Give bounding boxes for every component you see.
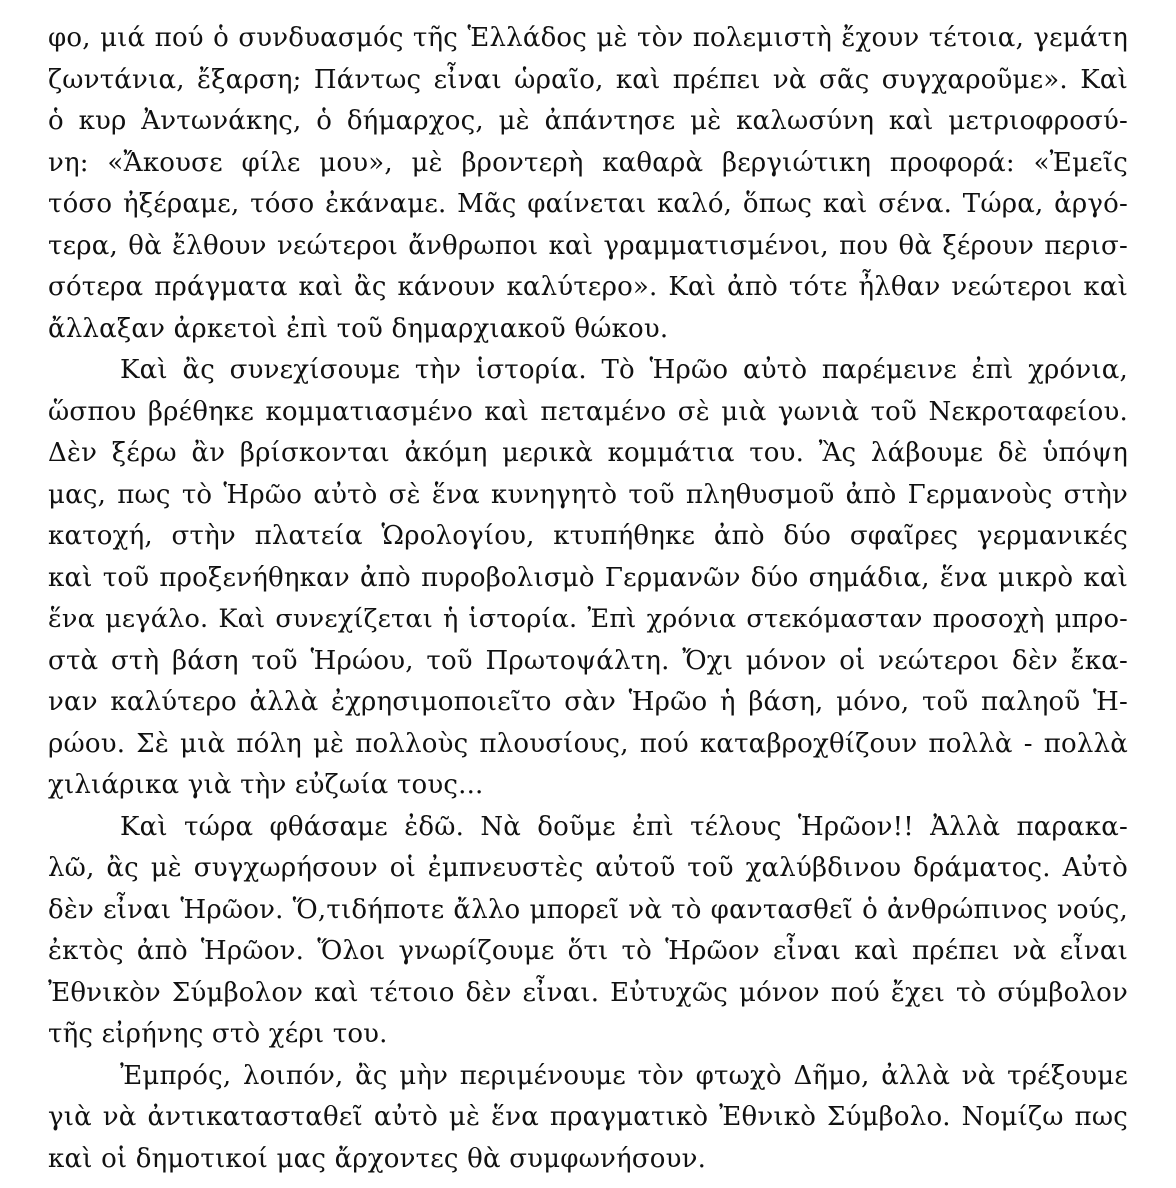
- text-line: τόσο ἠξέραμε, τόσο ἐκάναμε. Μᾶς φαίνεται καλό, ὅπως καὶ σένα. Τώρα, ἀργό-: [48, 189, 1128, 219]
- text-line: Ἐθνικὸν Σύμβολον καὶ τέτοιο δὲν εἶναι. Εὐτυχῶς μόνον πού ἔχει τὸ σύμβολον: [48, 977, 1128, 1008]
- text-line: ρώου. Σὲ μιὰ πόλη μὲ πολλοὺς πλουσίους, πού καταβροχθίζουν πολλὰ - πολλὰ: [48, 728, 1128, 759]
- paragraph-3: [48, 807, 1128, 1056]
- text-line: καὶ οἱ δημοτικοί μας ἄρχοντες θὰ συμφωνήσουν.: [48, 1143, 707, 1174]
- text-line: μας, πως τὸ Ἡρῶο αὐτὸ σὲ ἕνα κυνηγητὸ τοῦ πληθυσμοῦ ἀπὸ Γερμανοὺς στὴν: [48, 479, 1128, 510]
- text-line: τερα, θὰ ἔλθουν νεώτεροι ἄνθρωποι καὶ γραμματισμένοι, που θὰ ξέρουν περισ-: [48, 230, 1128, 261]
- text-line: ὥσπου βρέθηκε κομματιασμένο καὶ πεταμένο σὲ μιὰ γωνιὰ τοῦ Νεκροταφείου.: [48, 396, 1128, 427]
- text-line: φο, μιά πού ὁ συνδυασμός τῆς Ἑλλάδος μὲ τὸν πολεμιστὴ ἔχουν τέτοια, γεμάτη: [48, 23, 1128, 53]
- text-line: ἐκτὸς ἀπὸ Ἡρῶον. Ὅλοι γνωρίζουμε ὅτι τὸ Ἡρῶον εἶναι καὶ πρέπει νὰ εἶναι: [48, 936, 1128, 966]
- text-line: γιὰ νὰ ἀντικατασταθεῖ αὐτὸ μὲ ἕνα πραγματικὸ Ἐθνικὸ Σύμβολο. Νομίζω πως: [48, 1102, 1128, 1132]
- text-line: ὁ κυρ Ἀντωνάκης, ὁ δήμαρχος, μὲ ἀπάντησε μὲ καλωσύνη καὶ μετριοφροσύ-: [48, 106, 1128, 136]
- text-line: ἄλλαξαν ἀρκετοὶ ἐπὶ τοῦ δημαρχιακοῦ θώκου.: [48, 313, 669, 344]
- text-line: Ἐμπρός, λοιπόν, ἂς μὴν περιμένουμε τὸν φτωχὸ Δῆμο, ἀλλὰ νὰ τρέξουμε: [120, 1060, 1128, 1091]
- text-line: δὲν εἶναι Ἡρῶον. Ὅ,τιδήποτε ἄλλο μπορεῖ νὰ τὸ φαντασθεῖ ὁ ἀνθρώπινος νούς,: [48, 894, 1128, 925]
- text-line: ἕνα μεγάλο. Καὶ συνεχίζεται ἡ ἱστορία. Ἐπὶ χρόνια στεκόμασταν προσοχὴ μπρο-: [48, 604, 1128, 634]
- text-line: καὶ τοῦ προξενήθηκαν ἀπὸ πυροβολισμὸ Γερμανῶν δύο σημάδια, ἕνα μικρὸ καὶ: [48, 562, 1128, 593]
- text-line: κατοχή, στὴν πλατεία Ὡρολογίου, κτυπήθηκε ἀπὸ δύο σφαῖρες γερμανικές: [48, 521, 1128, 551]
- document-page: [48, 18, 1128, 1180]
- text-line: ναν καλύτερο ἀλλὰ ἐχρησιμοποιεῖτο σὰν Ἡρῶο ἡ βάση, μόνο, τοῦ παληοῦ Ἡ-: [48, 687, 1128, 717]
- text-line: Καὶ ἂς συνεχίσουμε τὴν ἱστορία. Τὸ Ἡρῶο αὐτὸ παρέμεινε ἐπὶ χρόνια,: [120, 355, 1128, 385]
- paragraph-1: [48, 18, 1128, 350]
- text-line: νη: «Ἄκουσε φίλε μου», μὲ βροντερὴ καθαρὰ βεργιώτικη προφορά: «Ἐμεῖς: [48, 147, 1128, 178]
- text-line: Δὲν ξέρω ἂν βρίσκονται ἀκόμη μερικὰ κομμάτια του. Ἂς λάβουμε δὲ ὑπόψη: [48, 438, 1128, 468]
- text-line: λῶ, ἂς μὲ συγχωρήσουν οἱ ἐμπνευστὲς αὐτοῦ τοῦ χαλύβδινου δράματος. Αὐτὸ: [48, 853, 1128, 883]
- paragraph-2: [48, 350, 1128, 807]
- text-line: στὰ στὴ βάση τοῦ Ἡρώου, τοῦ Πρωτοψάλτη. Ὄχι μόνον οἱ νεώτεροι δὲν ἔκα-: [48, 645, 1128, 676]
- text-line: χιλιάρικα γιὰ τὴν εὐζωία τους...: [48, 770, 484, 800]
- text-line: Καὶ τώρα φθάσαμε ἐδῶ. Νὰ δοῦμε ἐπὶ τέλους Ἡρῶον!! Ἀλλὰ παρακα-: [120, 811, 1128, 842]
- text-line: ζωντάνια, ἔξαρση; Πάντως εἶναι ὡραῖο, καὶ πρέπει νὰ σᾶς συγχαροῦμε». Καὶ: [48, 64, 1128, 95]
- text-line: σότερα πράγματα καὶ ἂς κάνουν καλύτερο». Καὶ ἀπὸ τότε ἦλθαν νεώτεροι καὶ: [48, 272, 1128, 302]
- paragraph-4: [48, 1056, 1128, 1181]
- text-line: τῆς εἰρήνης στὸ χέρι του.: [48, 1019, 388, 1049]
